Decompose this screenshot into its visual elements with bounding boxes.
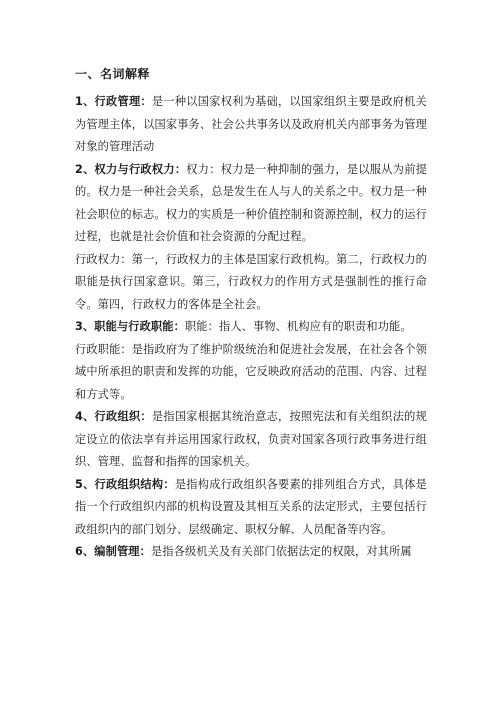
entry-4-text: 是指国家根据其统治意志，按照宪法和有关组织法的规定设立的依法享有并运用国家行政权，负责对国家各项行政事务进行组织、管理、监督和指挥的国家机关。 <box>75 410 427 468</box>
entry-1 <box>75 91 427 159</box>
entry-2-term: 权力与行政权力： <box>94 162 187 176</box>
entry-4 <box>75 406 427 474</box>
entry-6-text: 是指各级机关及有关部门依据法定的权限，对其所属 <box>150 545 412 558</box>
entry-1-term: 行政管理： <box>94 95 152 108</box>
entry-6-number: 6、 <box>75 545 95 558</box>
entry-5-number: 5、 <box>75 477 95 491</box>
entry-4-term: 行政组织： <box>94 410 152 423</box>
entry-1-number: 1、 <box>75 95 95 108</box>
document-content <box>75 66 427 564</box>
entry-2-number: 2、 <box>75 162 95 176</box>
entry-3 <box>75 316 427 339</box>
entry-5 <box>75 474 427 542</box>
entry-2-text: 权力：权力是一种抑制的强力，是以服从为前提的。权力是一种社会关系，总是发生在人与人的关系之中。权力是一种社会职位的标志。权力的实质是一种价值控制和资源控制，权力的运行过程，也就是社会价值和社会资源的分配过程。 <box>75 162 428 243</box>
entry-3-number: 3、 <box>75 320 95 333</box>
section-title: 一、名词解释 <box>75 67 151 81</box>
entry-2 <box>75 159 427 249</box>
entry-5-text: 是指构成行政组织各要素的排列组合方式，具体是指一个行政组织内部的机构设置及其相互关系的法定形式，主要包括行政组织内的部门划分、层级确定、职权分解、人员配备等内容。 <box>75 477 427 536</box>
entry-6 <box>75 541 427 564</box>
entry-5-term: 行政组织结构： <box>94 477 175 491</box>
entry-4-number: 4、 <box>75 410 95 423</box>
entry-2-extra: 行政权力：第一，行政权力的主体是国家行政机构。第二，行政权力的职能是执行国家意识。第三，行政权力的作用方式是强制性的推行命令。第四，行政权力的客体是全社会。 <box>75 252 427 311</box>
entry-6-term: 编制管理： <box>94 545 151 558</box>
entry-3-text: 职能：指人、事物、机构应有的职责和功能。 <box>184 320 412 333</box>
entry-3-term: 职能与行政职能： <box>94 320 185 333</box>
entry-1-text: 是一种以国家权利为基础，以国家组织主要是政府机关为管理主体，以国家事务、社会公共事务以及政府机关内部事务为管理对象的管理活动 <box>75 95 427 153</box>
entry-3-extra: 行政职能：是指政府为了维护阶级统治和促进社会发展，在社会各个领域中所承担的职责和发挥的功能，它反映政府活动的范围、内容、过程和方式等。 <box>75 342 427 401</box>
